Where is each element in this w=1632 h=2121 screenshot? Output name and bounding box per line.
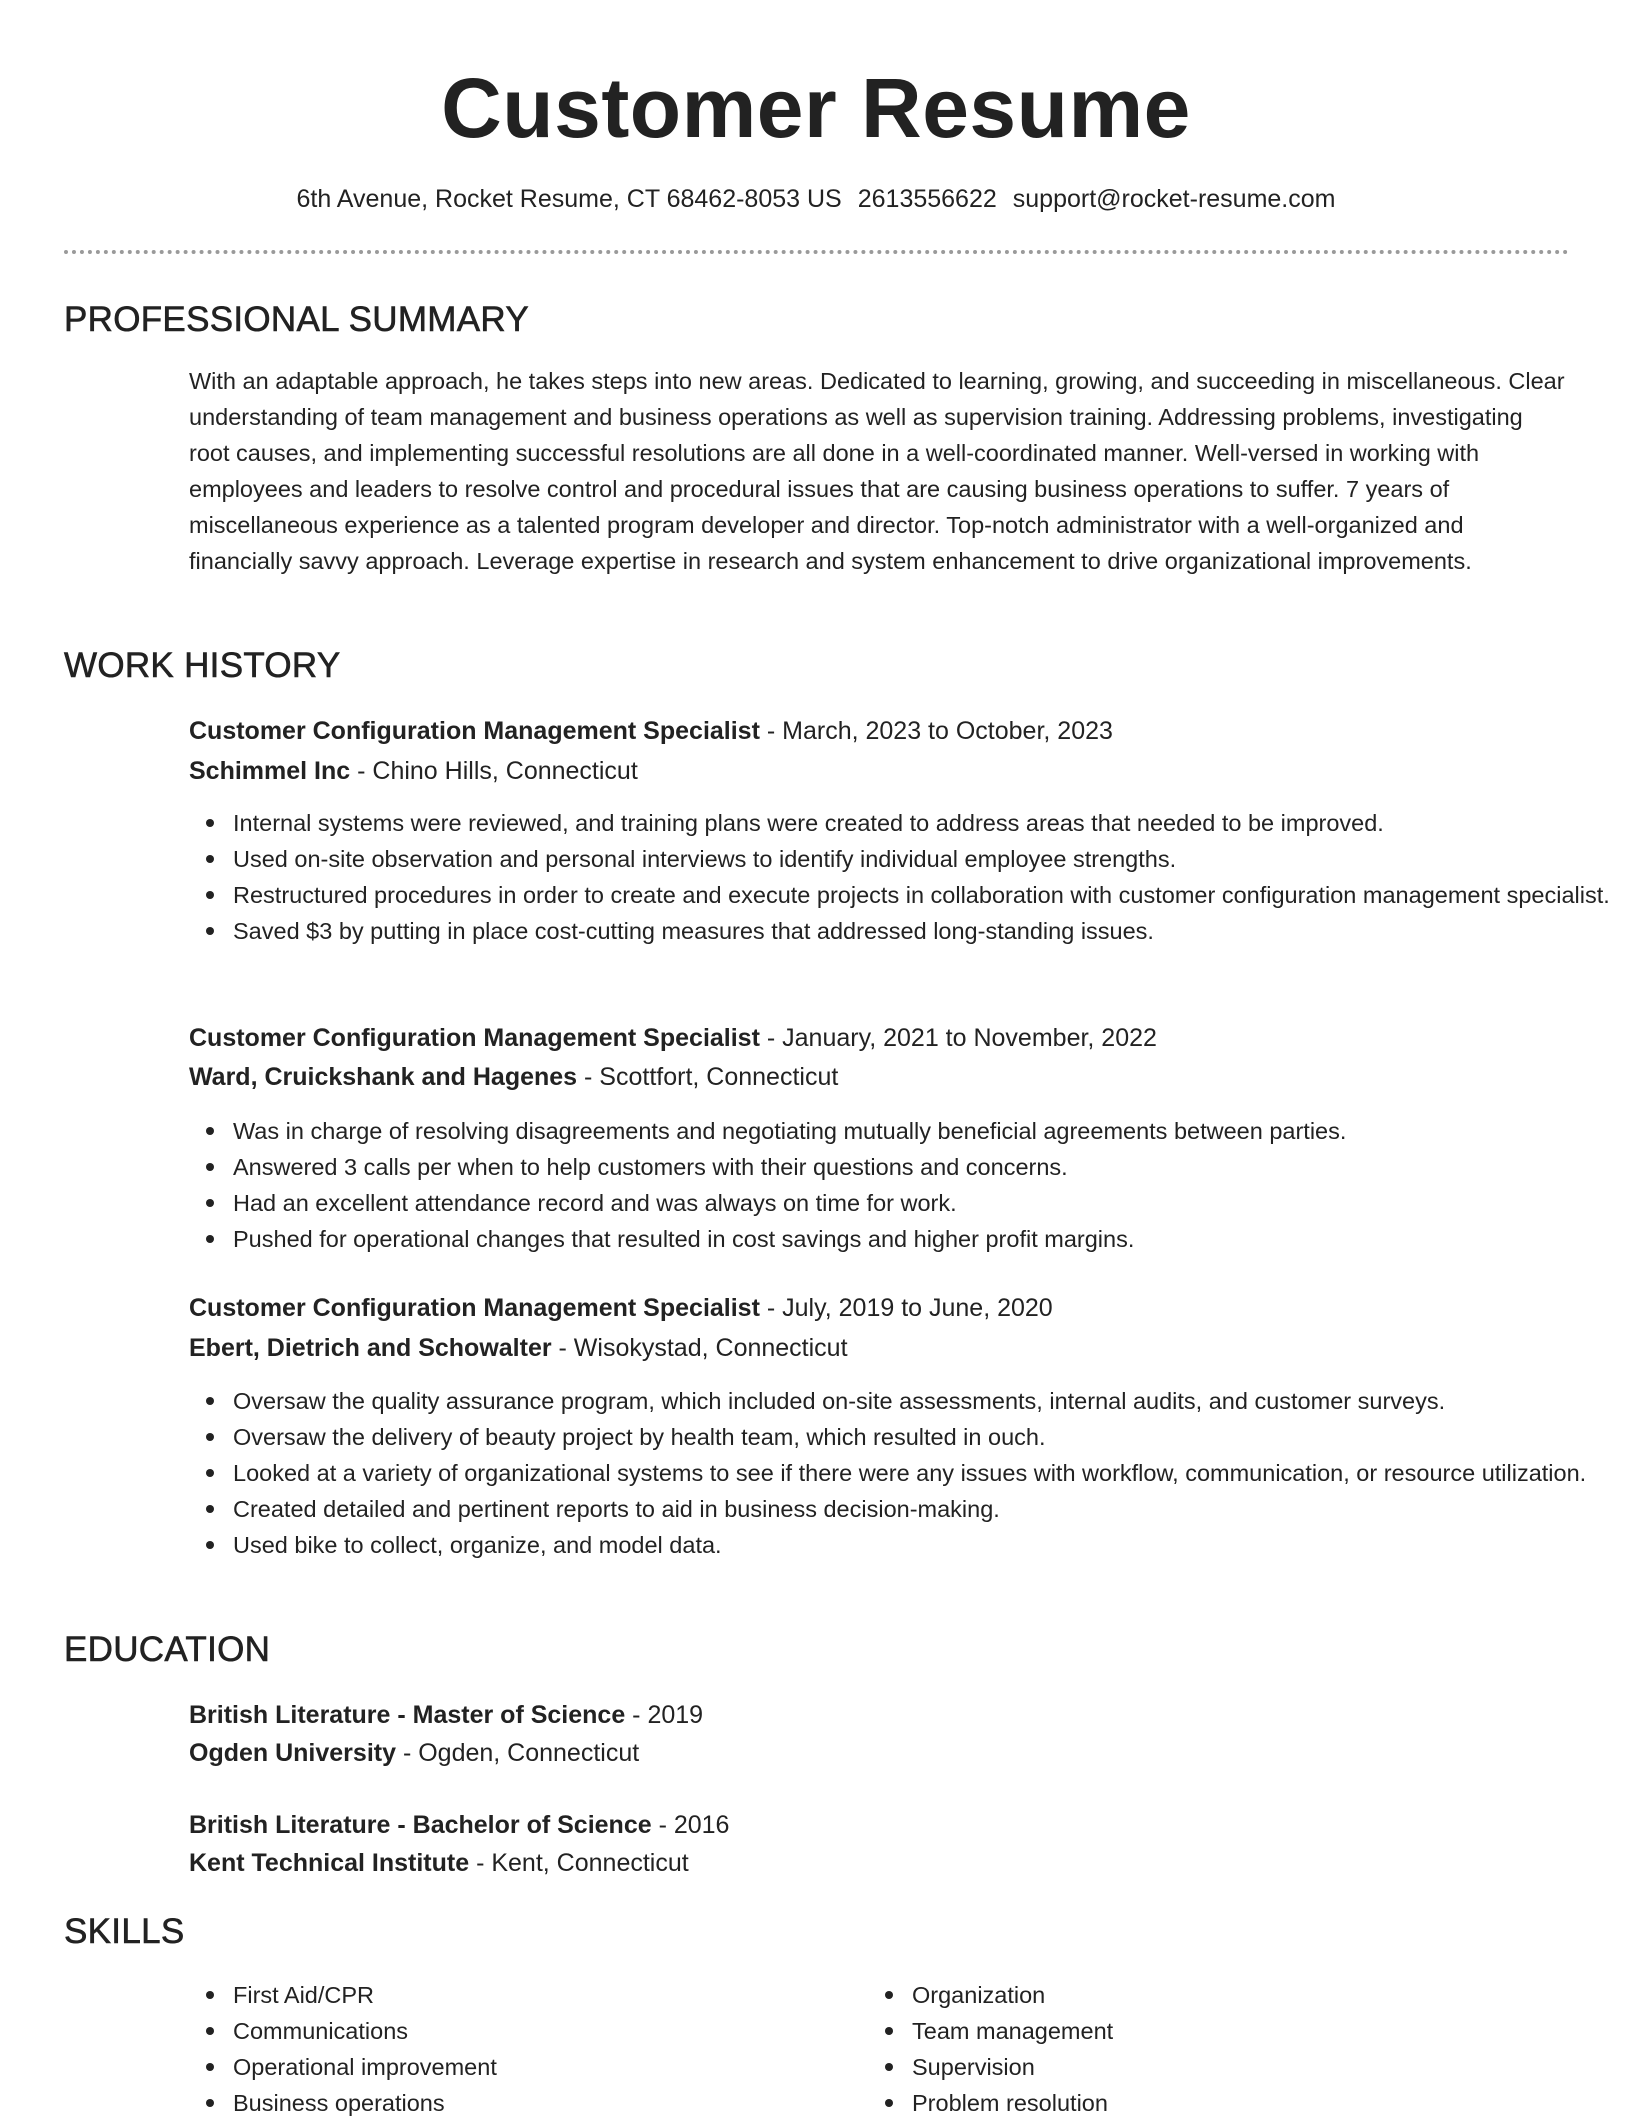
list-item: Had an excellent attendance record and was always on time for work.: [233, 1185, 1613, 1221]
job-company: Schimmel Inc: [189, 757, 351, 785]
education-year: - 2019: [625, 1701, 704, 1729]
list-item: Oversaw the quality assurance program, which included on-site assessments, internal audits, and customer surveys.: [233, 1383, 1613, 1419]
education-school-line: [189, 1734, 1569, 1772]
education-school: Ogden University: [189, 1739, 396, 1767]
list-item: Pushed for operational changes that resulted in cost savings and higher profit margins.: [233, 1221, 1613, 1257]
education-degree: British Literature - Master of Science: [189, 1701, 626, 1729]
job-title-line: [189, 1019, 1569, 1057]
contact-phone: 2613556622: [857, 185, 997, 213]
section-title-work: WORK HISTORY: [64, 646, 341, 685]
job-role: Customer Configuration Management Specialist: [189, 1024, 760, 1052]
list-item: Created detailed and pertinent reports to aid in business decision-making.: [233, 1491, 1613, 1527]
job-company-line: [189, 752, 1569, 790]
job-title-line: [189, 1289, 1569, 1327]
job-bullets: [189, 1113, 1613, 1257]
list-item: Used bike to collect, organize, and model data.: [233, 1527, 1613, 1563]
education-degree-line: [189, 1806, 1569, 1844]
list-item: Answered 3 calls per when to help customers with their questions and concerns.: [233, 1149, 1613, 1185]
education-school: Kent Technical Institute: [189, 1849, 470, 1877]
list-item: Supervision: [912, 2049, 1532, 2085]
skills-list-left: [189, 1977, 853, 2121]
job-company: Ebert, Dietrich and Schowalter: [189, 1334, 552, 1362]
list-item: Oversaw the delivery of beauty project by health team, which resulted in ouch.: [233, 1419, 1613, 1455]
job-role: Customer Configuration Management Specialist: [189, 1294, 760, 1322]
section-title-skills: SKILLS: [64, 1912, 185, 1951]
skills-list-right: [868, 1977, 1532, 2121]
education-location: - Kent, Connecticut: [469, 1849, 689, 1877]
list-item: First Aid/CPR: [233, 1977, 853, 2013]
list-item: Problem resolution: [912, 2085, 1532, 2121]
list-item: Saved $3 by putting in place cost-cutting measures that addressed long-standing issues.: [233, 913, 1613, 949]
list-item: Team management: [912, 2013, 1532, 2049]
job-bullets: [189, 805, 1613, 949]
job-company: Ward, Cruickshank and Hagenes: [189, 1063, 578, 1091]
job-dates: - July, 2019 to June, 2020: [759, 1294, 1053, 1322]
education-degree: British Literature - Bachelor of Science: [189, 1811, 652, 1839]
resume-name: Customer Resume: [441, 61, 1191, 155]
job-role: Customer Configuration Management Specialist: [189, 717, 760, 745]
job-company-line: [189, 1329, 1569, 1367]
job-location: - Wisokystad, Connecticut: [551, 1334, 848, 1362]
list-item: Looked at a variety of organizational systems to see if there were any issues with workflow, communication, or resource utilization.: [233, 1455, 1613, 1491]
job-location: - Scottfort, Connecticut: [577, 1063, 839, 1091]
education-year: - 2016: [651, 1811, 730, 1839]
job-location: - Chino Hills, Connecticut: [350, 757, 638, 785]
job-dates: - January, 2021 to November, 2022: [759, 1024, 1157, 1052]
job-title-line: [189, 712, 1569, 750]
summary-text: With an adaptable approach, he takes steps into new areas. Dedicated to learning, growing, and succeeding in miscellaneous. Clear understanding of team management and business operations as well as supervision training. Addressing problems, investigating root causes, and implementing successful resolutions are all done in a well-coordinated manner. Well-versed in working with employees and leaders to resolve control and procedural issues that are causing business operations to suffer. 7 years of miscellaneous experience as a talented program developer and director. Top-notch administrator with a well-organized and financially savvy approach. Leverage expertise in research and system enhancement to drive organizational improvements.: [189, 368, 1565, 574]
contact-address: 6th Avenue, Rocket Resume, CT 68462-8053 US: [296, 185, 842, 213]
list-item: Internal systems were reviewed, and training plans were created to address areas that needed to be improved.: [233, 805, 1613, 841]
header-divider: [64, 250, 1569, 254]
contact-email: support@rocket-resume.com: [1012, 185, 1336, 213]
job-bullets: [189, 1383, 1613, 1563]
list-item: Organization: [912, 1977, 1532, 2013]
education-location: - Ogden, Connecticut: [396, 1739, 640, 1767]
job-dates: - March, 2023 to October, 2023: [759, 717, 1113, 745]
education-degree-line: [189, 1696, 1569, 1734]
job-company-line: [189, 1058, 1569, 1096]
section-title-summary: PROFESSIONAL SUMMARY: [64, 300, 529, 339]
list-item: Communications: [233, 2013, 853, 2049]
list-item: Was in charge of resolving disagreements and negotiating mutually beneficial agreements between parties.: [233, 1113, 1613, 1149]
list-item: Business operations: [233, 2085, 853, 2121]
contact-line: [0, 182, 1632, 216]
list-item: Operational improvement: [233, 2049, 853, 2085]
section-title-education: EDUCATION: [64, 1630, 271, 1669]
education-school-line: [189, 1844, 1569, 1882]
list-item: Restructured procedures in order to create and execute projects in collaboration with customer configuration management specialist.: [233, 877, 1613, 913]
list-item: Used on-site observation and personal interviews to identify individual employee strengths.: [233, 841, 1613, 877]
